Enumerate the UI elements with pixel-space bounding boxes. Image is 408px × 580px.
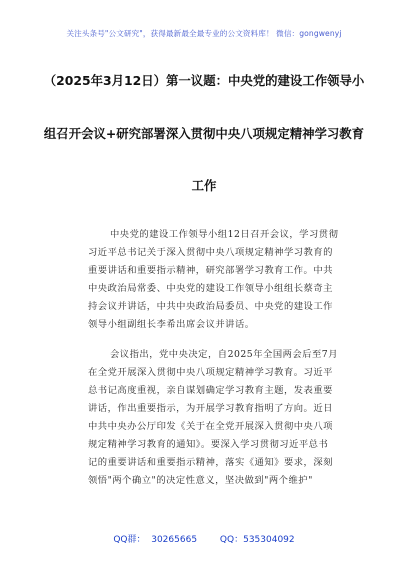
document-title-line-3: 工作 (191, 178, 217, 193)
document-title-line-1: （2025年3月12日）第一议题：中央党的建设工作领导小 (43, 73, 365, 88)
body-text-line: 领导小组副组长李希出席会议并讲话。 (88, 319, 255, 330)
body-text-line: 持会议并讲话，中共中央政治局委员、中央党的建设工作 (88, 301, 333, 312)
body-text-line: 在全党开展深入贯彻中央八项规定精神学习教育。习近平 (88, 367, 333, 378)
body-text-line: 规定精神学习教育的通知》。要深入学习贯彻习近平总书 (88, 439, 329, 450)
document-title-line-2: 组召开会议+研究部署深入贯彻中央八项规定精神学习教育 (43, 126, 365, 141)
body-text-line: 会议指出，党中央决定，自2025年全国两会后至7月 (110, 349, 339, 360)
body-text-line: 中央党的建设工作领导小组12日召开会议，学习贯彻 (110, 229, 339, 240)
body-text-line: 习近平总书记关于深入贯彻中央八项规定精神学习教育的 (88, 247, 333, 258)
top-banner: 关注头条号"公文研究"，获得最新最全最专业的公文资料库！ 微信：gongwenyj (66, 29, 342, 38)
body-text-line: 讲话，作出重要指示，为开展学习教育指明了方向。近日 (88, 403, 333, 414)
body-text-line: 重要讲话和重要指示精神，研究部署学习教育工作。中共 (88, 265, 333, 276)
body-text-line: 中央政治局常委、中央党的建设工作领导小组组长蔡奇主 (88, 283, 333, 294)
body-text-line: 领悟"两个确立"的决定性意义，坚决做到"两个维护" (88, 475, 313, 486)
body-text-line: 总书记高度重视，亲自谋划确定学习教育主题，发表重要 (88, 385, 333, 396)
body-text-line: 中共中央办公厅印发《关于在全党开展深入贯彻中央八项 (88, 421, 333, 432)
body-text-line: 记的重要讲话和重要指示精神，落实《通知》要求，深刻 (88, 457, 333, 468)
footer-contact: QQ群： 30265665 QQ：535304092 (113, 535, 295, 545)
